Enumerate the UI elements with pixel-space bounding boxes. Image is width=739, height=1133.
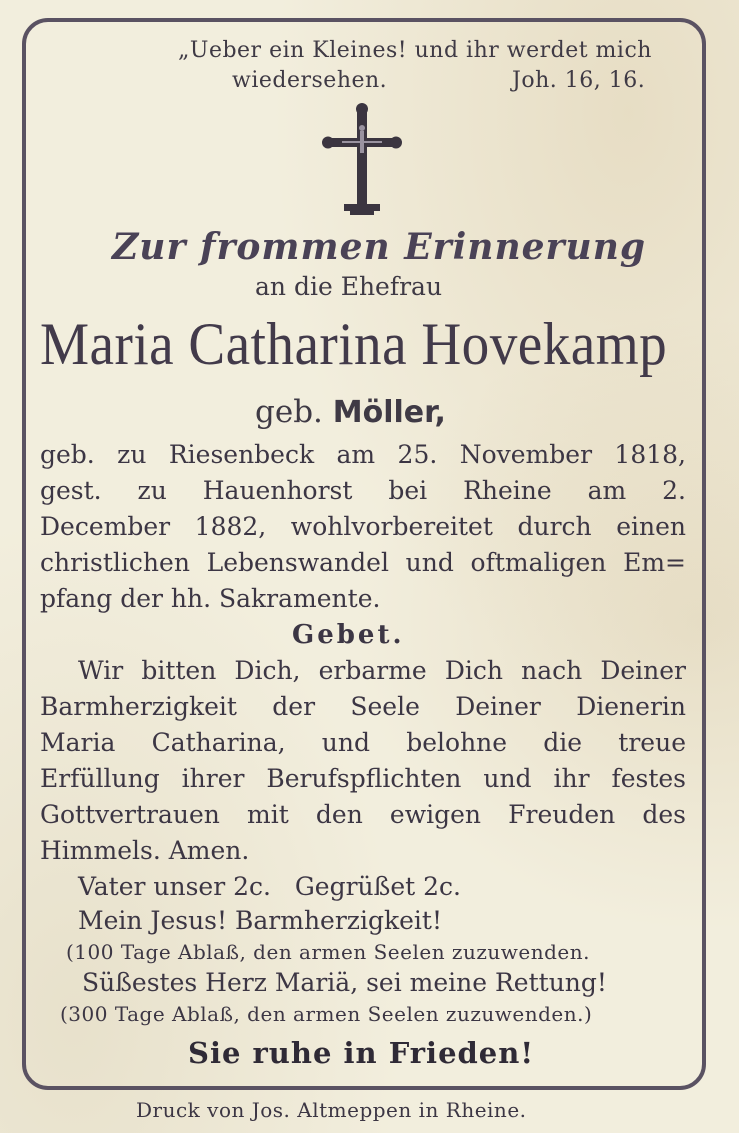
prayer-line-5: Gottvertrauen mit den ewigen Freuden des (40, 800, 686, 829)
prayer-line-3: Maria Catharina, und belohne die treue (40, 728, 686, 757)
short-prayer-3: Süßestes Herz Mariä, sei meine Rettung! (82, 968, 607, 997)
birthname-prefix: geb. (255, 394, 323, 430)
verse-reference: Joh. 16, 16. (512, 68, 646, 93)
indulgence-note-1: (100 Tage Ablaß, den armen Seelen zuzuwenden. (66, 940, 590, 964)
short-prayer-2: Mein Jesus! Barmherzigkeit! (78, 906, 442, 935)
prayer-line-6: Himmels. Amen. (40, 836, 250, 865)
verse-line-1: „Ueber ein Kleines! und ihr werdet mich (178, 38, 652, 63)
bio-line-5: pfang der hh. Sakramente. (40, 584, 381, 613)
crucifix-icon (322, 100, 402, 220)
verse-line-2: wiedersehen. (232, 68, 388, 93)
prayer-heading: Gebet. (292, 620, 405, 650)
prayer-line-2: Barmherzigkeit der Seele Deiner Dienerin (40, 692, 686, 721)
prayer-line-1: Wir bitten Dich, erbarme Dich nach Deiner (78, 656, 686, 685)
deceased-name: Maria Catharina Hovekamp (40, 311, 668, 377)
bio-line-4: christlichen Lebenswandel und oftmaligen Em= (40, 548, 686, 577)
page-title: Zur frommen Erinnerung (112, 226, 647, 268)
short-prayer-1: Vater unser 2c. Gegrüßet 2c. (78, 872, 461, 901)
closing-line: Sie ruhe in Frieden! (188, 1036, 535, 1070)
bio-line-1: geb. zu Riesenbeck am 25. November 1818, (40, 440, 686, 469)
bio-line-2: gest. zu Hauenhorst bei Rheine am 2. (40, 476, 686, 505)
prayer-line-4: Erfüllung ihrer Berufspflichten und ihr festes (40, 764, 686, 793)
indulgence-note-2: (300 Tage Ablaß, den armen Seelen zuzuwenden.) (60, 1002, 593, 1026)
birthname (255, 394, 446, 430)
bio-line-3: December 1882, wohlvorbereitet durch einen (40, 512, 686, 541)
birthname-value: Möller, (332, 395, 446, 430)
subtitle: an die Ehefrau (255, 272, 443, 301)
printer-imprint: Druck von Jos. Altmeppen in Rheine. (136, 1098, 527, 1122)
